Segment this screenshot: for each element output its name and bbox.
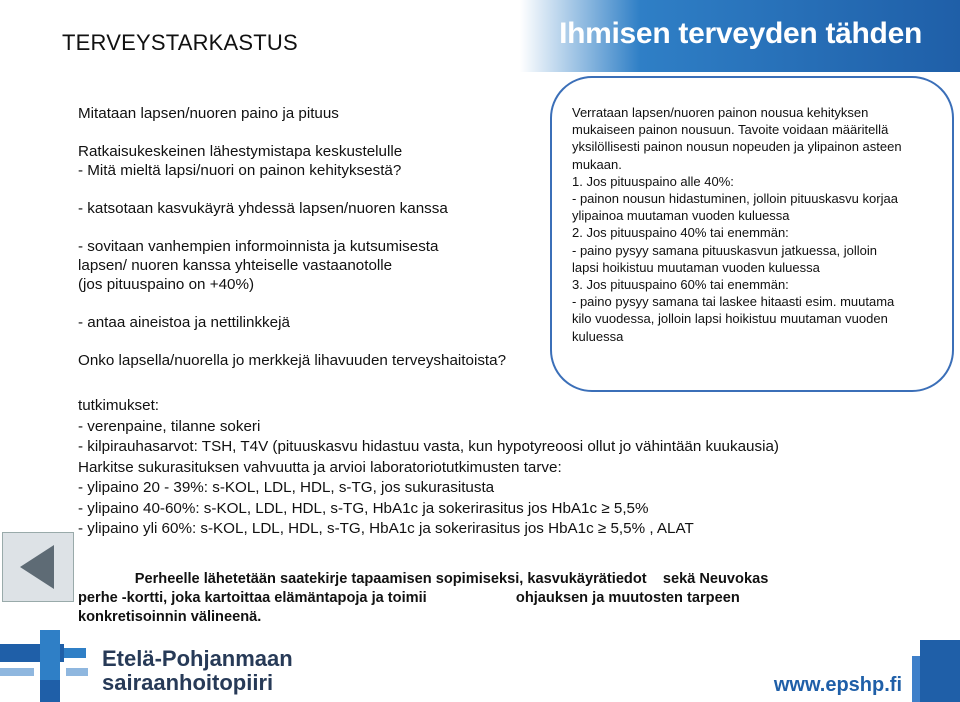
callout-line: yksilöllisesti painon nousun nopeuden ja ylipainon asteen	[572, 139, 902, 155]
tests-line: Harkitse sukurasituksen vahvuutta ja arvioi laboratoriotutkimusten tarve:	[78, 458, 562, 476]
callout-line: kuluessa	[572, 328, 624, 344]
callout-text	[572, 104, 937, 345]
text-line: Ratkaisukeskeinen lähestymistapa keskustelulle	[78, 143, 403, 160]
text-line	[78, 332, 548, 351]
text-line: (jos pituuspaino on +40%)	[78, 276, 255, 293]
closing-line: konkretisoinnin välineenä.	[78, 609, 262, 625]
text-line: - antaa aineistoa ja nettilinkkejä	[78, 314, 290, 331]
text-line: - katsotaan kasvukäyrä yhdessä lapsen/nuoren kanssa	[78, 200, 448, 217]
callout-line: mukaiseen painon nousuun. Tavoite voidaan määritellä	[572, 122, 889, 138]
callout-line: kilo vuodessa, jolloin lapsi hoikistuu muutaman vuoden	[572, 311, 888, 327]
closing-line: Perheelle lähetetään saatekirje tapaamisen sopimiseksi, kasvukäyrätiedot sekä Neuvokas	[78, 571, 769, 587]
callout-line: - paino pysyy samana tai laskee hitaasti esim. muutama	[572, 294, 895, 310]
tests-line: - ylipaino yli 60%: s-KOL, LDL, HDL, s-TG, HbA1c ja sokerirasitus jos HbA1c ≥ 5,5% , ALAT	[78, 520, 694, 537]
text-line: Mitataan lapsen/nuoren paino ja pituus	[78, 105, 339, 122]
callout-line: mukaan.	[572, 156, 622, 172]
callout-line: 1. Jos pituuspaino alle 40%:	[572, 173, 734, 189]
text-line	[78, 180, 548, 199]
text-line: - sovitaan vanhempien informoinnista ja kutsumisesta	[78, 238, 439, 255]
callout-line: 2. Jos pituuspaino 40% tai enemmän:	[572, 225, 789, 241]
callout-line: - paino pysyy samana pituuskasvun jatkuessa, jolloin	[572, 242, 877, 258]
callout-line: 3. Jos pituuspaino 60% tai enemmän:	[572, 277, 789, 293]
tests-line: - verenpaine, tilanne sokeri	[78, 417, 261, 435]
callout-line: - painon nousun hidastuminen, jolloin pituuskasvu korjaa	[572, 191, 898, 207]
closing-line: perhe -kortti, joka kartoittaa elämäntapoja ja toimii ohjauksen ja muutosten tarpeen	[78, 590, 740, 606]
website-link[interactable]: www.epshp.fi	[773, 674, 902, 696]
text-line: - Mitä mieltä lapsi/nuori on painon kehityksestä?	[78, 162, 402, 179]
tests-line: tutkimukset:	[78, 397, 160, 414]
callout-line: Verrataan lapsen/nuoren painon nousua kehityksen	[572, 105, 869, 120]
org-name-line2: sairaanhoitopiiri	[102, 670, 274, 695]
org-name-line1: Etelä-Pohjanmaan	[102, 646, 293, 671]
text-line	[78, 218, 548, 237]
text-line	[78, 123, 548, 142]
footer-stripe	[912, 656, 920, 702]
play-back-button[interactable]	[2, 532, 74, 602]
callout-line: lapsi hoikistuu muutaman vuoden kuluessa	[572, 259, 820, 275]
tests-line: - ylipaino 20 - 39%: s-KOL, LDL, HDL, s-TG, jos sukurasitusta	[78, 479, 495, 496]
tests-block	[78, 396, 898, 540]
slide-title: TERVEYSTARKASTUS	[62, 30, 298, 55]
tests-line: - ylipaino 40-60%: s-KOL, LDL, HDL, s-TG, HbA1c ja sokerirasitus jos HbA1c ≥ 5,5%	[78, 499, 649, 517]
play-back-icon	[20, 545, 54, 589]
text-line: lapsen/ nuoren kanssa yhteiselle vastaanotolle	[78, 257, 393, 274]
header-slogan: Ihmisen terveyden tähden	[559, 17, 922, 50]
closing-paragraph	[78, 570, 898, 627]
text-line	[78, 294, 548, 313]
callout-line: ylipainoa muutaman vuoden kuluessa	[572, 208, 790, 224]
left-text-block	[78, 104, 548, 370]
footer-corner	[920, 640, 960, 702]
text-line: Onko lapsella/nuorella jo merkkejä lihavuuden terveyshaitoista?	[78, 352, 507, 369]
tests-line: - kilpirauhasarvot: TSH, T4V (pituuskasvu hidastuu vasta, kun hypotyreoosi ollut jo vähintään kuukausia)	[78, 438, 779, 455]
